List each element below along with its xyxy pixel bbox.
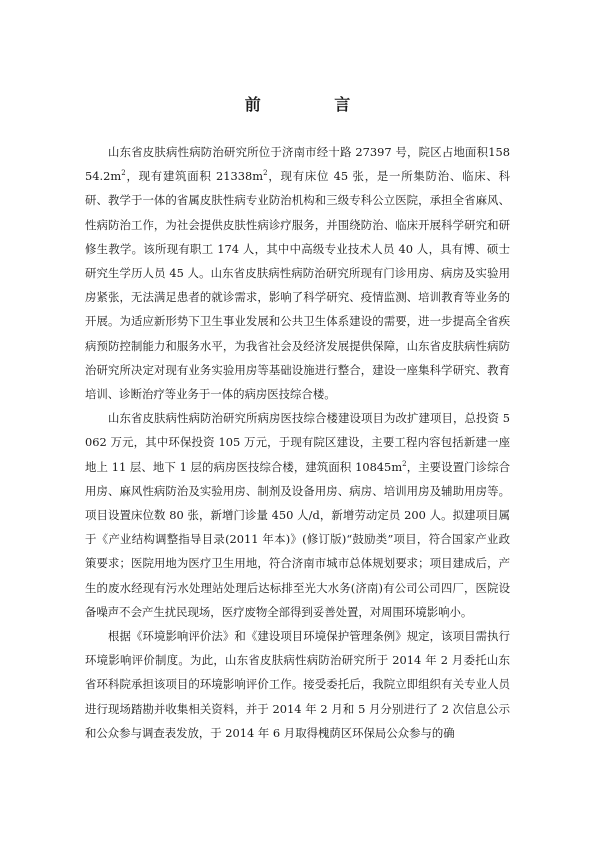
page-title: 前 言: [244, 95, 385, 114]
paragraph-1: 山东省皮肤病性病防治研究所位于济南市经十路 27397 号，院区占地面积$15854.2m^2$，现有建筑面积 $21338m^2$，现有床位 45 张，是一所集防治、临床、科研、教学于一体的省属皮肤性病专业防治机构和三级专科公立医院，承担全省麻风、性病防治工作，为社会提供皮肤性病诊疗服务，并围绕防治、临床开展科学研究和研修生教学。该所现有职工 174 人，其中中高级专业技术人员 40 人，具有博、硕士研究生学历人员 45 人。山东省皮肤病性病防治研究所现有门诊用房、病房及实验用房紧张，无法满足患者的就诊需求，影响了科学研究、疫情监测、培训教育等业务的开展。为适应新形势下卫生事业发展和公共卫生体系建设的需要，进一步提高全省疾病预防控制能力和服务水平，为我省社会及经济发展提供保障，山东省皮肤病性病防治研究所决定对现有业务实验用房等基础设施进行整合，建设一座集科学研究、教育培训、诊断治疗等业务于一体的病房医技综合楼。: [85, 145, 510, 402]
document-body: [85, 140, 510, 745]
paragraph-2: 山东省皮肤病性病防治研究所病房医技综合楼建设项目为改扩建项目，总投资 5062 万元，其中环保投资 105 万元，于现有院区建设，主要工程内容包括新建一座地上 11 层、地下 1 层的病房医技综合楼，建筑面积 $10845m^2$，主要设置门诊综合用房、麻风性病防治及实验用房、制剂及设备用房、病房、培训用房及辅助用房等。项目设置床位数 80 张，新增门诊量 450 人/d，新增劳动定员 200 人。拟建项目属于《产业结构调整指导目录(2011 年本)》(修订版)“鼓励类”项目，符合国家产业政策要求；医院用地为医疗卫生用地，符合济南市城市总体规划要求；项目建成后，产生的废水经现有污水处理站处理后达标排至光大水务(济南)有公司公司四厂，医院设备噪声不会产生扰民现场，医疗废物全部得到妥善处置，对周围环境影响小。: [85, 411, 510, 619]
paragraph-3: 根据《环境影响评价法》和《建设项目环境保护管理条例》规定，该项目需执行环境影响评价制度。为此，山东省皮肤病性病防治研究所于 2014 年 2 月委托山东省环科院承担该项目的环境影响评价工作。接受委托后，我院立即组织有关专业人员进行现场踏勘并收集相关资料，并于 2014 年 2 月和 5 月分别进行了 2 次信息公示和公众参与调查表发放，于 2014 年 6 月取得槐荫区环保局公众参与的确: [85, 629, 510, 740]
